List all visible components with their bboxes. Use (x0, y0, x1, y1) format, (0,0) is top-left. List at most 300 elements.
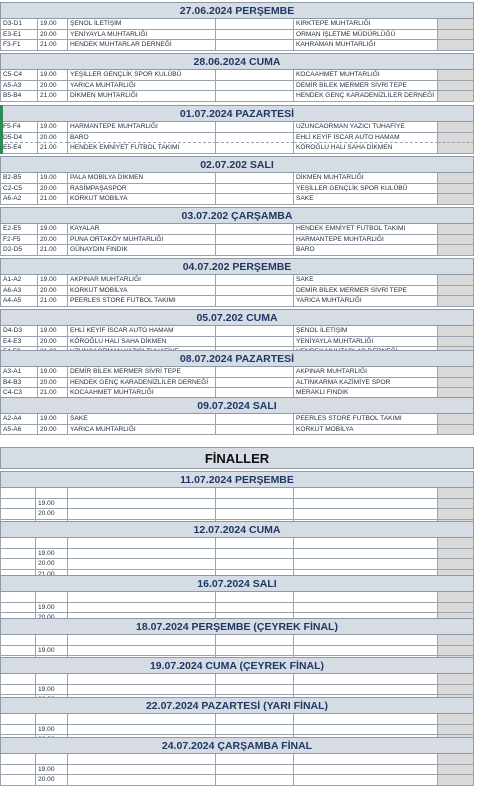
home-team-blank (68, 559, 216, 570)
blank-cell (216, 714, 294, 725)
day-header: 27.06.2024 PERŞEMBE (0, 2, 474, 19)
away-team: HARMANTEPE MUHTARLIĞI (294, 235, 438, 246)
tail-cell (438, 685, 474, 696)
home-team: ŞENOL İLETİŞİM (68, 19, 216, 30)
home-team: DEMİR BİLEK MERMER SİVRİ TEPE (68, 367, 216, 378)
match-row (0, 275, 474, 286)
score-cell (216, 133, 294, 144)
tail-cell (438, 194, 474, 205)
match-row (0, 194, 474, 205)
match-code: F3-F1 (0, 40, 38, 51)
away-team: YEŞİLLER GENÇLİK SPOR KULÜBÜ (294, 184, 438, 195)
match-code: B5-B4 (0, 91, 38, 102)
match-row (0, 425, 474, 436)
final-day-header: 11.07.2024 PERŞEMBE (0, 471, 474, 488)
home-team: GÜNAYDIN FINDIK (68, 245, 216, 256)
blank-cell (216, 592, 294, 603)
home-team: HENDEK EMNİYET FUTBOL TAKIMI (68, 143, 216, 154)
final-row (0, 509, 474, 520)
match-row (0, 122, 474, 133)
match-row (0, 40, 474, 51)
blank-cell (438, 488, 474, 499)
away-team: KORKUT MOBİLYA (294, 425, 438, 436)
match-time: 20.00 (38, 133, 68, 144)
home-team: AKPINAR MUHTARLIĞI (68, 275, 216, 286)
final-day-header: 16.07.2024 SALI (0, 575, 474, 592)
score-cell (216, 499, 294, 510)
tail-cell (438, 337, 474, 348)
home-team-blank (68, 549, 216, 560)
final-row (0, 685, 474, 696)
score-cell (216, 646, 294, 657)
match-code-blank (0, 499, 36, 510)
match-code: D4-D3 (0, 326, 38, 337)
tail-cell (438, 286, 474, 297)
match-row (0, 326, 474, 337)
score-cell (216, 425, 294, 436)
tail-cell (438, 184, 474, 195)
match-row (0, 414, 474, 425)
score-cell (216, 143, 294, 154)
blank-cell (36, 674, 68, 685)
home-team: KORKUT MOBİLYA (68, 194, 216, 205)
match-code: A3-A1 (0, 367, 38, 378)
away-team: KAHRAMAN MUHTARLIĞI (294, 40, 438, 51)
home-team: YEŞİLLER GENÇLİK SPOR KULÜBÜ (68, 70, 216, 81)
away-team-blank (294, 765, 438, 776)
match-row (0, 224, 474, 235)
home-team-blank (68, 725, 216, 736)
match-time: 19.00 (38, 367, 68, 378)
blank-cell (36, 714, 68, 725)
tail-cell (438, 499, 474, 510)
match-time: 21.00 (38, 194, 68, 205)
score-cell (216, 70, 294, 81)
match-time: 19.00 (36, 765, 68, 776)
match-time: 20.00 (38, 286, 68, 297)
blank-cell (0, 488, 36, 499)
tail-cell (438, 425, 474, 436)
match-time: 20.00 (38, 425, 68, 436)
away-team: KOCAAHMET MUHTARLIĞI (294, 70, 438, 81)
away-team: ALTINKARMA KAZİMİYE SPOR (294, 378, 438, 389)
home-team: YARICA MUHTARLIĞI (68, 81, 216, 92)
away-team: KIRKTEPE MUHTARLIĞI (294, 19, 438, 30)
final-row (0, 549, 474, 560)
match-time: 20.00 (38, 378, 68, 389)
home-team: YARICA MUHTARLIĞI (68, 425, 216, 436)
away-team: ORMAN İŞLETME MÜDÜRLÜĞÜ (294, 30, 438, 41)
blank-cell (0, 674, 36, 685)
match-time: 20.00 (38, 30, 68, 41)
tail-cell (438, 224, 474, 235)
spacer-row (0, 488, 474, 499)
tail-cell (438, 559, 474, 570)
tail-cell (438, 378, 474, 389)
day-header: 08.07.2024 PAZARTESİ (0, 350, 474, 367)
tail-cell (438, 765, 474, 776)
away-team-blank (294, 685, 438, 696)
score-cell (216, 194, 294, 205)
day-header: 02.07.202 SALI (0, 156, 474, 173)
away-team: AKPINAR MUHTARLIĞI (294, 367, 438, 378)
blank-cell (438, 674, 474, 685)
blank-cell (294, 488, 438, 499)
away-team: YARICA MUHTARLIĞI (294, 296, 438, 307)
final-row (0, 775, 474, 786)
blank-cell (36, 754, 68, 765)
tail-cell (438, 173, 474, 184)
blank-cell (0, 538, 36, 549)
tail-cell (438, 725, 474, 736)
blank-cell (0, 754, 36, 765)
tail-cell (438, 326, 474, 337)
home-team-blank (68, 775, 216, 786)
match-time: 20.00 (38, 337, 68, 348)
match-code-blank (0, 646, 36, 657)
score-cell (216, 81, 294, 92)
score-cell (216, 275, 294, 286)
match-row (0, 143, 474, 154)
away-team-blank (294, 549, 438, 560)
match-code: C4-C3 (0, 388, 38, 399)
spacer-row (0, 592, 474, 603)
blank-cell (0, 592, 36, 603)
blank-cell (68, 635, 216, 646)
match-row (0, 91, 474, 102)
home-team-blank (68, 499, 216, 510)
day-header: 03.07.202 ÇARŞAMBA (0, 207, 474, 224)
match-row (0, 30, 474, 41)
blank-cell (294, 635, 438, 646)
match-time: 19.00 (38, 70, 68, 81)
tail-cell (438, 143, 474, 154)
match-code: D5-D4 (0, 133, 38, 144)
tail-cell (438, 30, 474, 41)
spacer-row (0, 538, 474, 549)
tail-cell (438, 775, 474, 786)
home-team-blank (68, 765, 216, 776)
final-day-header: 12.07.2024 CUMA (0, 521, 474, 538)
away-team: DEMİR BİLEK MERMER SİVRİ TEPE (294, 286, 438, 297)
final-row (0, 765, 474, 776)
home-team: HARMANTEPE MUHTARLIĞI (68, 122, 216, 133)
away-team: ŞENOL İLETİŞİM (294, 326, 438, 337)
blank-cell (216, 635, 294, 646)
home-team: EHLİ KEYİF İSCAR AUTO HAMAM (68, 326, 216, 337)
away-team: HENDEK EMNİYET FUTBOL TAKIMI (294, 224, 438, 235)
match-time: 19.00 (38, 19, 68, 30)
match-code: C2-C5 (0, 184, 38, 195)
blank-cell (0, 714, 36, 725)
home-team-blank (68, 646, 216, 657)
tail-cell (438, 549, 474, 560)
spacer-row (0, 714, 474, 725)
final-row (0, 559, 474, 570)
blank-cell (294, 714, 438, 725)
tail-cell (438, 367, 474, 378)
match-row (0, 337, 474, 348)
match-code: D2-D5 (0, 245, 38, 256)
tail-cell (438, 275, 474, 286)
home-team: RASİMPAŞASPOR (68, 184, 216, 195)
match-code: A5-A6 (0, 425, 38, 436)
match-time: 20.00 (38, 184, 68, 195)
blank-cell (36, 592, 68, 603)
match-code: A4-A5 (0, 296, 38, 307)
tail-cell (438, 122, 474, 133)
home-team: BARO (68, 133, 216, 144)
tail-cell (438, 91, 474, 102)
score-cell (216, 367, 294, 378)
score-cell (216, 765, 294, 776)
home-team: SAKE (68, 414, 216, 425)
match-row (0, 367, 474, 378)
spacer-row (0, 635, 474, 646)
match-code: E3-E1 (0, 30, 38, 41)
score-cell (216, 245, 294, 256)
blank-cell (68, 714, 216, 725)
blank-cell (68, 754, 216, 765)
match-row (0, 19, 474, 30)
blank-cell (68, 674, 216, 685)
match-time: 21.00 (38, 245, 68, 256)
blank-cell (216, 538, 294, 549)
away-team: UZUNCAORMAN YAZICI TUHAFİYE (294, 122, 438, 133)
blank-cell (216, 488, 294, 499)
match-time: 19.00 (38, 326, 68, 337)
match-row (0, 235, 474, 246)
score-cell (216, 603, 294, 614)
match-time: 21.00 (38, 143, 68, 154)
blank-cell (438, 592, 474, 603)
match-code-blank (0, 559, 36, 570)
match-row (0, 70, 474, 81)
tail-cell (438, 81, 474, 92)
tail-cell (438, 646, 474, 657)
match-row (0, 286, 474, 297)
away-team-blank (294, 559, 438, 570)
score-cell (216, 685, 294, 696)
home-team: KOCAAHMET MUHTARLIĞI (68, 388, 216, 399)
match-time: 21.00 (38, 40, 68, 51)
match-time: 19.00 (36, 685, 68, 696)
home-team: HENDEK GENÇ KARADENİZLİLER DERNEĞİ (68, 378, 216, 389)
match-time: 19.00 (36, 499, 68, 510)
match-code: F5-F4 (0, 122, 38, 133)
day-header: 09.07.2024 SALI (0, 397, 474, 414)
home-team: PUNA ORTAKÖY MUHTARLIĞI (68, 235, 216, 246)
match-row (0, 245, 474, 256)
score-cell (216, 775, 294, 786)
home-team: HENDEK MUHTARLAR DERNEĞİ (68, 40, 216, 51)
away-team: MERAKLI FINDIK (294, 388, 438, 399)
match-code: F2-F5 (0, 235, 38, 246)
tail-cell (438, 133, 474, 144)
away-team: SAKE (294, 194, 438, 205)
match-code-blank (0, 549, 36, 560)
home-team-blank (68, 685, 216, 696)
blank-cell (36, 488, 68, 499)
match-code: C5-C4 (0, 70, 38, 81)
match-time: 20.00 (36, 775, 68, 786)
day-header: 04.07.202 PERŞEMBE (0, 258, 474, 275)
match-row (0, 81, 474, 92)
match-time: 19.00 (38, 414, 68, 425)
match-time: 21.00 (38, 388, 68, 399)
spacer-row (0, 674, 474, 685)
away-team: DİKMEN MUHTARLIĞI (294, 173, 438, 184)
score-cell (216, 414, 294, 425)
final-row (0, 603, 474, 614)
blank-cell (36, 538, 68, 549)
match-code-blank (0, 603, 36, 614)
match-time: 19.00 (36, 549, 68, 560)
blank-cell (438, 754, 474, 765)
match-time: 21.00 (38, 91, 68, 102)
score-cell (216, 122, 294, 133)
tail-cell (438, 509, 474, 520)
score-cell (216, 224, 294, 235)
away-team-blank (294, 725, 438, 736)
away-team: HENDEK GENÇ KARADENİZLİLER DERNEĞİ (294, 91, 438, 102)
match-time: 19.00 (38, 224, 68, 235)
score-cell (216, 725, 294, 736)
day-header: 01.07.2024 PAZARTESİ (0, 105, 474, 122)
home-team: DİKMEN MUHTARLIĞI (68, 91, 216, 102)
score-cell (216, 173, 294, 184)
home-team-blank (68, 509, 216, 520)
score-cell (216, 40, 294, 51)
match-code-blank (0, 765, 36, 776)
match-code: D3-D1 (0, 19, 38, 30)
match-code-blank (0, 775, 36, 786)
match-time: 19.00 (38, 275, 68, 286)
blank-cell (216, 754, 294, 765)
day-header: 05.07.202 CUMA (0, 309, 474, 326)
day-header: 28.06.2024 CUMA (0, 53, 474, 70)
tail-cell (438, 19, 474, 30)
score-cell (216, 19, 294, 30)
match-time: 19.00 (36, 603, 68, 614)
score-cell (216, 337, 294, 348)
match-code: E2-E5 (0, 224, 38, 235)
home-team: KÖROĞLU HALI SAHA DİKMEN (68, 337, 216, 348)
match-time: 19.00 (38, 173, 68, 184)
score-cell (216, 559, 294, 570)
blank-cell (216, 674, 294, 685)
spacer-row (0, 754, 474, 765)
tail-cell (438, 414, 474, 425)
match-time: 19.00 (38, 122, 68, 133)
score-cell (216, 91, 294, 102)
away-team-blank (294, 499, 438, 510)
blank-cell (438, 538, 474, 549)
away-team-blank (294, 603, 438, 614)
match-code: B4-B3 (0, 378, 38, 389)
finals-title: FİNALLER (0, 447, 474, 469)
home-team: PALA MOBİLYA DİKMEN (68, 173, 216, 184)
score-cell (216, 286, 294, 297)
away-team: EHLİ KEYİF İSCAR AUTO HAMAM (294, 133, 438, 144)
away-team: KÖROĞLU HALI SAHA DİKMEN (294, 143, 438, 154)
final-day-header: 18.07.2024 PERŞEMBE (ÇEYREK FİNAL) (0, 618, 474, 635)
final-row (0, 499, 474, 510)
away-team-blank (294, 509, 438, 520)
blank-cell (294, 674, 438, 685)
blank-cell (294, 754, 438, 765)
home-team: YENİYAYLA MUHTARLIĞI (68, 30, 216, 41)
away-team: PEERLES STORE FUTBOL TAKIMI (294, 414, 438, 425)
tail-cell (438, 603, 474, 614)
match-code-blank (0, 509, 36, 520)
row-marker (0, 105, 3, 154)
blank-cell (294, 538, 438, 549)
home-team: PEERLES STORE FUTBOL TAKIMI (68, 296, 216, 307)
match-code: A6-A3 (0, 286, 38, 297)
away-team-blank (294, 775, 438, 786)
away-team: BARO (294, 245, 438, 256)
tail-cell (438, 235, 474, 246)
match-time: 19.00 (36, 725, 68, 736)
away-team-blank (294, 646, 438, 657)
match-time: 19.00 (36, 646, 68, 657)
match-code: A2-A4 (0, 414, 38, 425)
away-team: DEMİR BİLEK MERMER SİVRİ TEPE (294, 81, 438, 92)
blank-cell (294, 592, 438, 603)
away-team: YENİYAYLA MUHTARLIĞI (294, 337, 438, 348)
home-team-blank (68, 603, 216, 614)
match-code: B2-B5 (0, 173, 38, 184)
blank-cell (438, 635, 474, 646)
match-code: E4-E3 (0, 337, 38, 348)
final-row (0, 725, 474, 736)
match-time: 21.00 (38, 296, 68, 307)
score-cell (216, 296, 294, 307)
blank-cell (68, 592, 216, 603)
final-row (0, 646, 474, 657)
match-row (0, 378, 474, 389)
home-team: KORKUT MOBİLYA (68, 286, 216, 297)
score-cell (216, 235, 294, 246)
blank-cell (438, 714, 474, 725)
home-team: KAYALAR (68, 224, 216, 235)
score-cell (216, 30, 294, 41)
match-code: A6-A2 (0, 194, 38, 205)
blank-cell (68, 538, 216, 549)
match-time: 20.00 (38, 235, 68, 246)
match-code-blank (0, 725, 36, 736)
tail-cell (438, 296, 474, 307)
score-cell (216, 378, 294, 389)
match-row (0, 296, 474, 307)
blank-cell (0, 635, 36, 646)
blank-cell (68, 488, 216, 499)
match-row (0, 184, 474, 195)
final-day-header: 22.07.2024 PAZARTESİ (YARI FİNAL) (0, 697, 474, 714)
final-day-header: 24.07.2024 ÇARŞAMBA FİNAL (0, 737, 474, 754)
blank-cell (36, 635, 68, 646)
match-code-blank (0, 685, 36, 696)
score-cell (216, 326, 294, 337)
match-code: E5-E4 (0, 143, 38, 154)
tail-cell (438, 70, 474, 81)
away-team: SAKE (294, 275, 438, 286)
score-cell (216, 184, 294, 195)
match-time: 20.00 (36, 509, 68, 520)
match-row (0, 173, 474, 184)
match-time: 20.00 (38, 81, 68, 92)
